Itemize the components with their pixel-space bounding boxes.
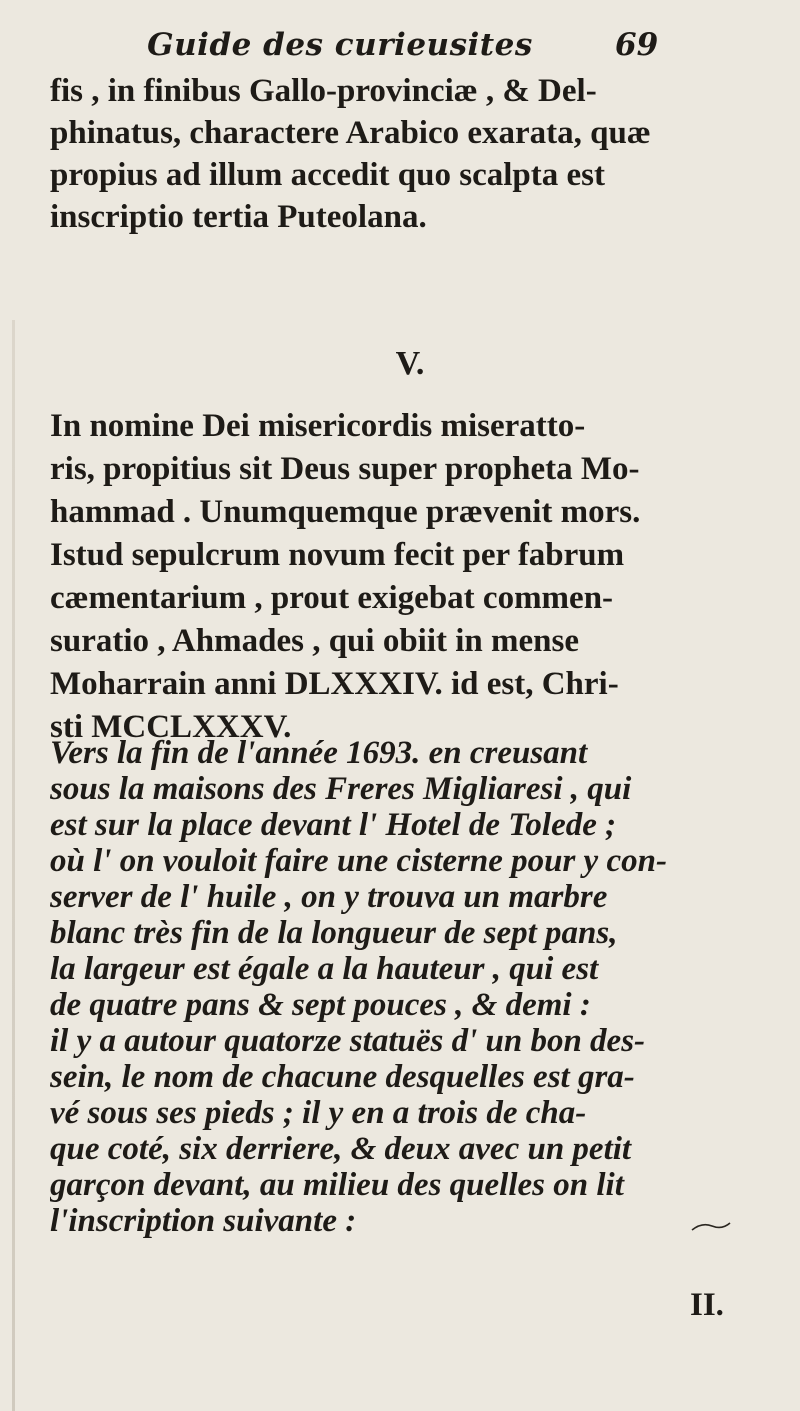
- text-line: sein, le nom de chacune desquelles est gra-: [50, 1059, 635, 1095]
- text-line: inscriptio tertia Puteolana.: [50, 199, 427, 235]
- text-line: la largeur est égale a la hauteur , qui est: [50, 951, 599, 987]
- text-line: blanc très fin de la longueur de sept pans,: [50, 915, 618, 951]
- text-line: In nomine Dei misericordis miseratto-: [50, 408, 586, 444]
- text-line: que coté, six derriere, & deux avec un petit: [50, 1131, 632, 1167]
- text-line: l'inscription suivante :: [50, 1203, 357, 1239]
- french-description-paragraph: [50, 735, 750, 1239]
- text-line: vé sous ses pieds ; il y en a trois de cha-: [50, 1095, 587, 1131]
- text-line: il y a autour quatorze statuës d' un bon des-: [50, 1023, 646, 1059]
- running-head: [50, 20, 770, 74]
- ink-mark: [690, 1220, 732, 1232]
- text-line: suratio , Ahmades , qui obiit in mense: [50, 623, 579, 659]
- text-line: sous la maisons des Freres Migliaresi , qui: [50, 771, 632, 807]
- text-line: ris, propitius sit Deus super propheta Mo-: [50, 451, 640, 487]
- text-line: de quatre pans & sept pouces , & demi :: [50, 987, 591, 1023]
- text-line: Moharrain anni DLXXXIV. id est, Chri-: [50, 666, 619, 702]
- section-number: V.: [395, 345, 425, 382]
- running-title: Guide des curieusites: [147, 27, 533, 63]
- page-number: 69: [615, 27, 659, 63]
- text-line: phinatus, charactere Arabico exarata, quæ: [50, 115, 651, 151]
- text-line: est sur la place devant l' Hotel de Tolede ;: [50, 807, 617, 843]
- text-line: cæmentarium , prout exigebat commen-: [50, 580, 614, 616]
- text-line: sti MCCLXXXV.: [50, 709, 292, 745]
- page-gutter-edge: [12, 320, 15, 1411]
- text-line: garçon devant, au milieu des quelles on lit: [50, 1167, 624, 1203]
- catchword: II.: [690, 1287, 724, 1323]
- text-line: Vers la fin de l'année 1693. en creusant: [50, 735, 588, 771]
- text-line: où l' on vouloit faire une cisterne pour y con-: [50, 843, 667, 879]
- text-line: propius ad illum accedit quo scalpta est: [50, 157, 605, 193]
- text-line: hammad . Unumquemque prævenit mors.: [50, 494, 641, 530]
- text-line: Istud sepulcrum novum fecit per fabrum: [50, 537, 625, 573]
- latin-continuation-paragraph: [50, 70, 750, 238]
- book-page: [50, 0, 770, 1411]
- inscription-translation-paragraph: [50, 405, 750, 749]
- text-line: server de l' huile , on y trouva un marbre: [50, 879, 608, 915]
- text-line: fis , in finibus Gallo-provinciæ , & Del-: [50, 73, 597, 109]
